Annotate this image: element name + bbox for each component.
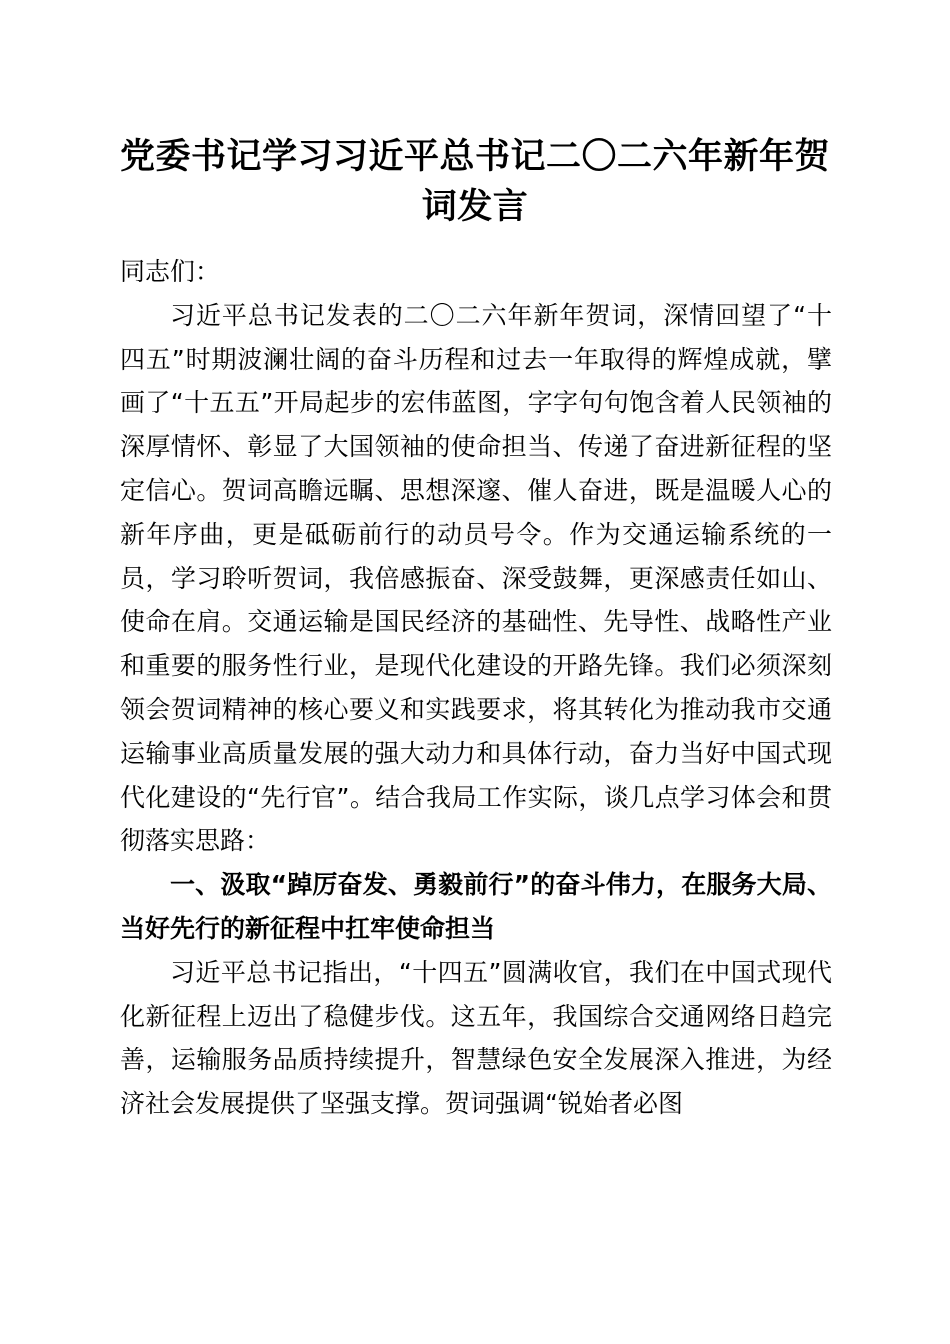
- document-body: [120, 250, 832, 1126]
- paragraph-intro: 习近平总书记发表的二〇二六年新年贺词，深情回望了“十四五”时期波澜壮阔的奋斗历程和过去一年取得的辉煌成就，擘画了“十五五”开局起步的宏伟蓝图，字字句句饱含着人民领袖的深厚情怀、彰显了大国领袖的使命担当、传递了奋进新征程的坚定信心。贺词高瞻远瞩、思想深邃、催人奋进，既是温暖人心的新年序曲，更是砥砺前行的动员号令。作为交通运输系统的一员，学习聆听贺词，我倍感振奋、深受鼓舞，更深感责任如山、使命在肩。交通运输是国民经济的基础性、先导性、战略性产业和重要的服务性行业，是现代化建设的开路先锋。我们必须深刻领会贺词精神的核心要义和实践要求，将其转化为推动我市交通运输事业高质量发展的强大动力和具体行动，奋力当好中国式现代化建设的“先行官”。结合我局工作实际，谈几点学习体会和贯彻落实思路：: [120, 300, 832, 856]
- document-title: 党委书记学习习近平总书记二〇二六年新年贺词发言: [119, 136, 830, 227]
- salutation: 同志们：: [120, 257, 221, 286]
- section-heading-1: 一、汲取“踔厉奋发、勇毅前行”的奋斗伟力，在服务大局、当好先行的新征程中扛牢使命担当: [120, 870, 832, 943]
- paragraph-section-1: 习近平总书记指出，“十四五”圆满收官，我们在中国式现代化新征程上迈出了稳健步伐。这五年，我国综合交通网络日趋完善，运输服务品质持续提升，智慧绿色安全发展深入推进，为经济社会发展提供了坚强支撑。贺词强调“锐始者必图: [120, 957, 832, 1119]
